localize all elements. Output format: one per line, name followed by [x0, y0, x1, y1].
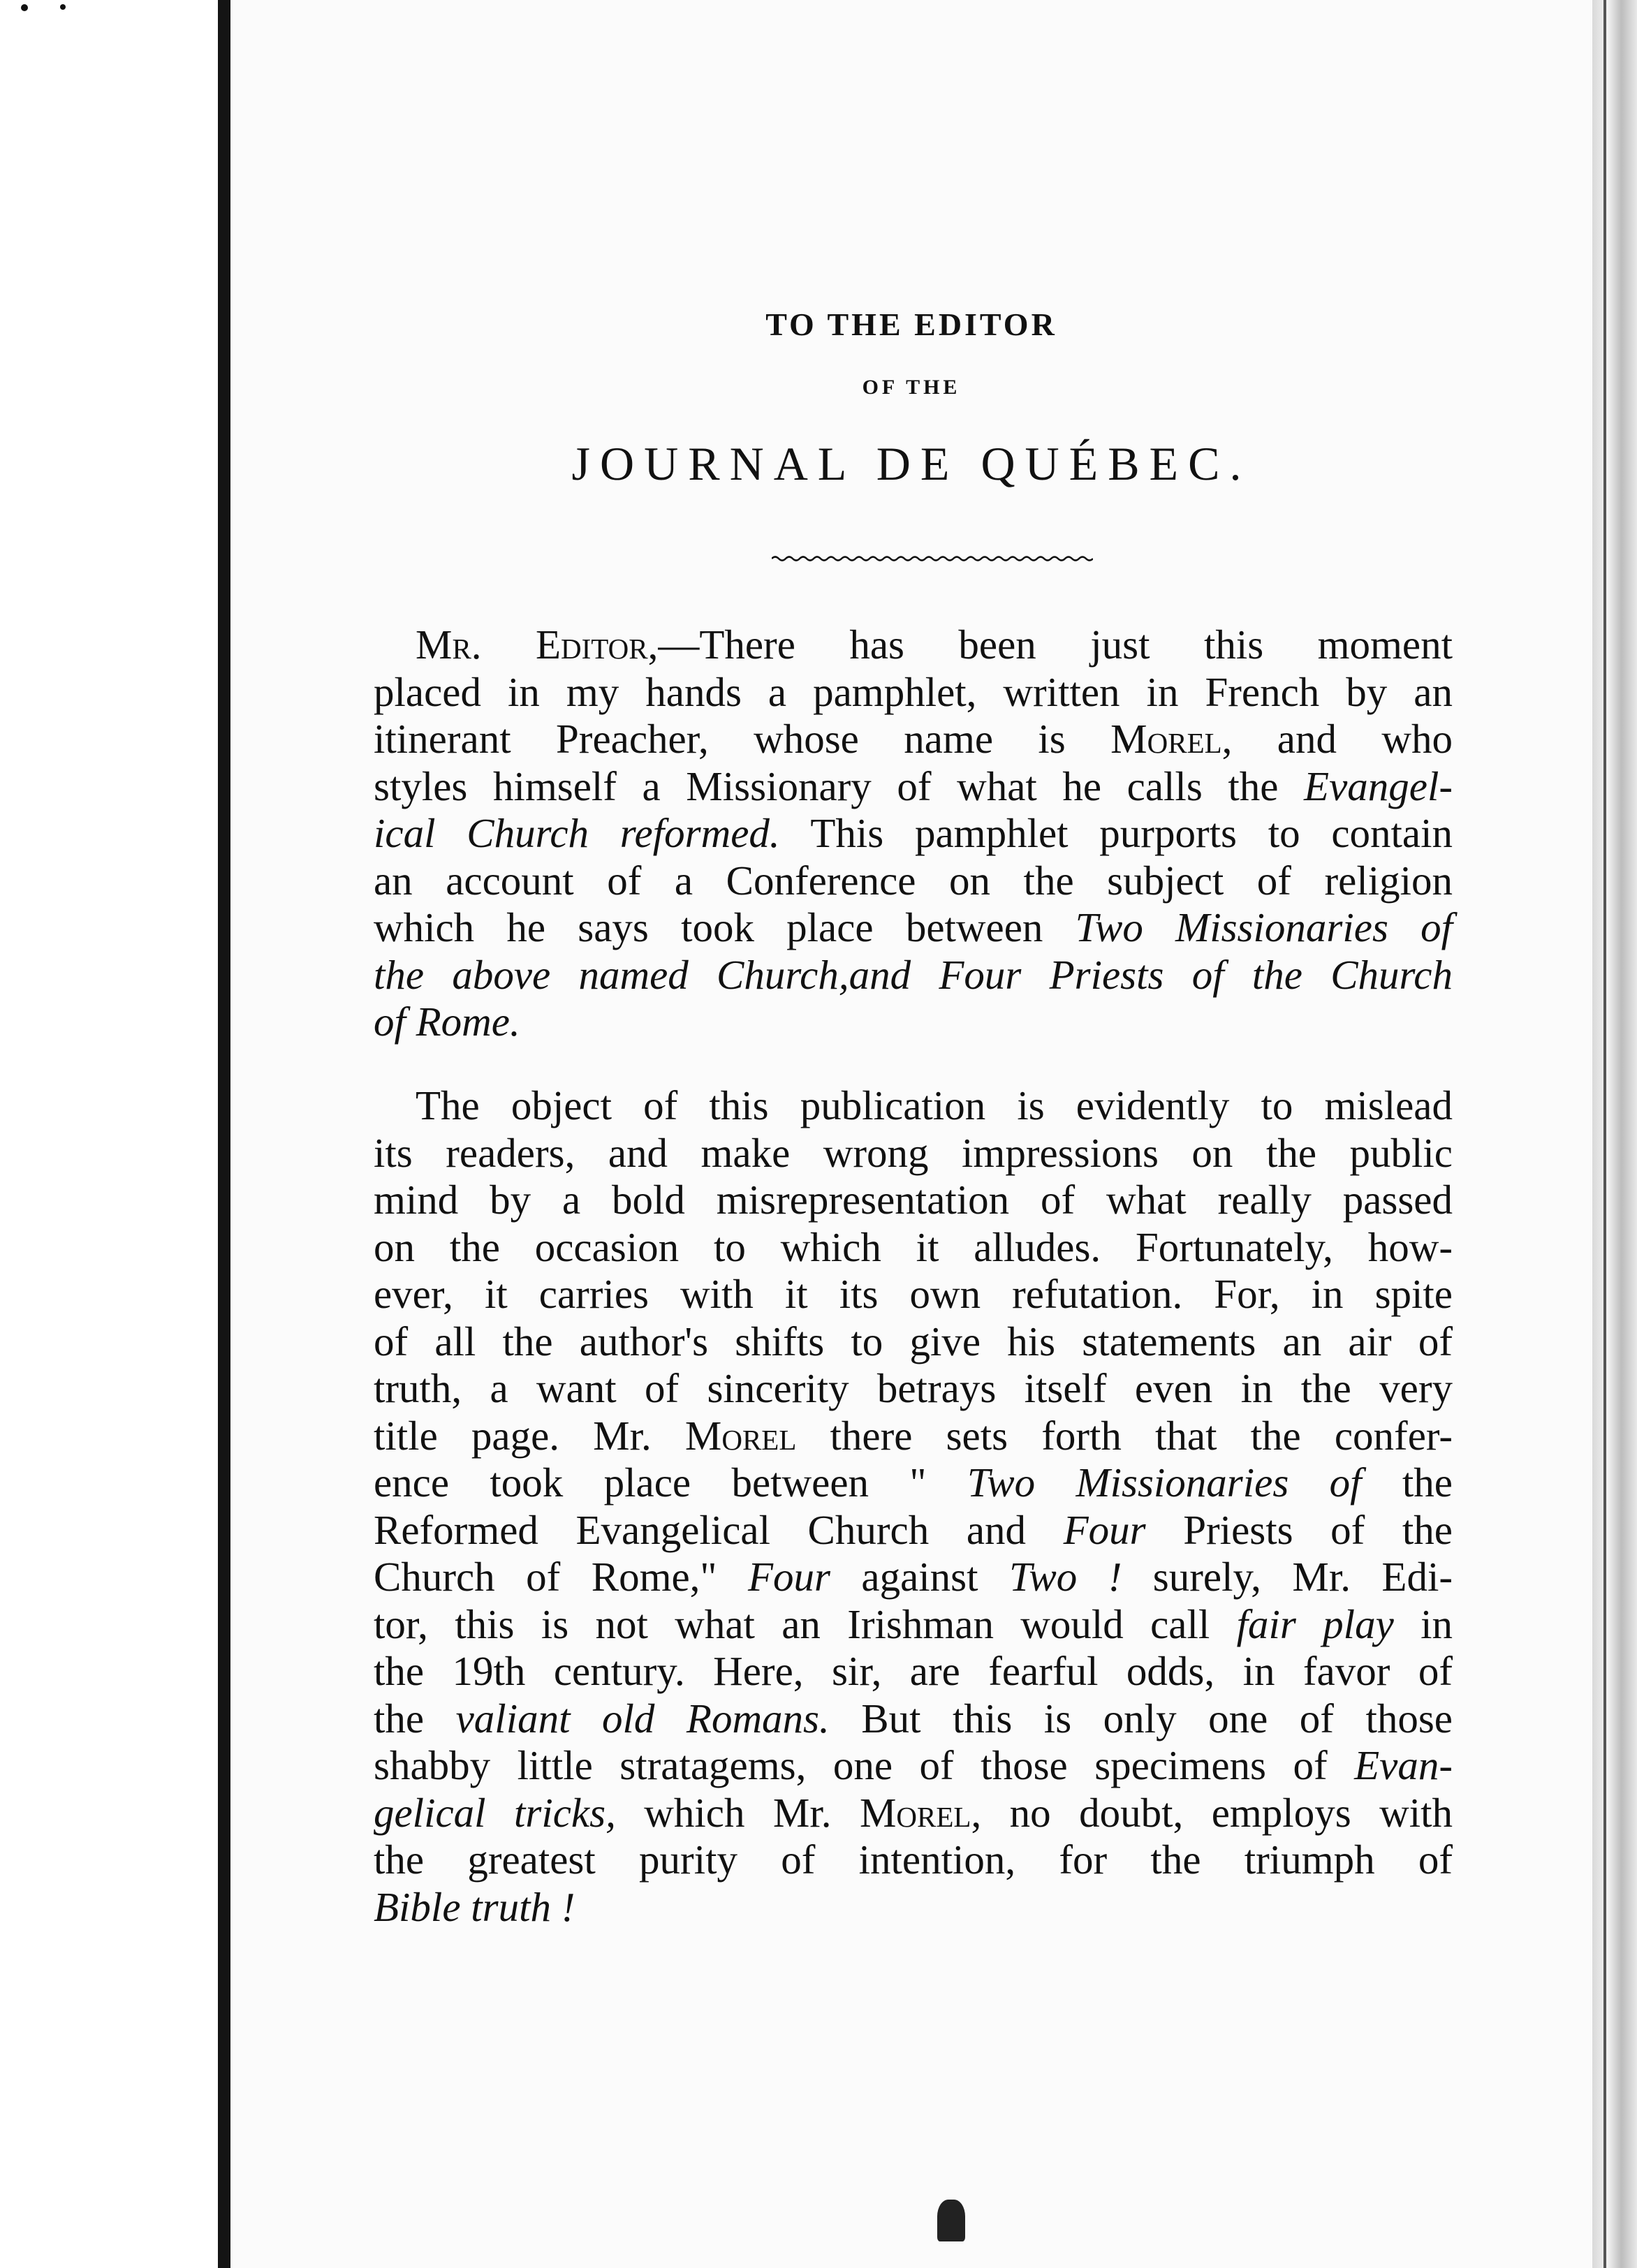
- text-line: truth, a want of sincerity betrays itself even in the very: [374, 1365, 1453, 1411]
- text-line: on the occasion to which it alludes. Fortunately, how-: [374, 1223, 1453, 1270]
- header-journal-title: JOURNAL DE QUÉBEC.: [571, 437, 1251, 490]
- text-line: Church of Rome," Four against Two ! surely, Mr. Edi-: [374, 1554, 1453, 1600]
- text-line: gelical tricks, which Mr. Morel, no doubt, employs with: [374, 1789, 1453, 1836]
- text-line: mind by a bold misrepresentation of what really passed: [374, 1177, 1453, 1223]
- edge-mark: [60, 4, 66, 10]
- paragraph-1: [374, 621, 1453, 1046]
- text-line: ical Church reformed. This pamphlet purports to contain: [374, 810, 1453, 856]
- text-line: title page. Mr. Morel there sets forth that the confer-: [374, 1412, 1453, 1459]
- text-line: the valiant old Romans. But this is only one of those: [374, 1695, 1453, 1742]
- text-line: styles himself a Missionary of what he calls the Evangel-: [374, 763, 1453, 809]
- text-line: Mr. Editor,—There has been just this moment: [416, 621, 1453, 668]
- text-line: The object of this publication is evidently to mislead: [416, 1082, 1453, 1128]
- text-line: the greatest purity of intention, for the triumph of: [374, 1836, 1453, 1883]
- text-line: which he says took place between Two Missionaries of: [374, 904, 1453, 950]
- text-line: an account of a Conference on the subject of religion: [374, 857, 1453, 904]
- binding-mark: [937, 2200, 965, 2241]
- decorative-rule: [772, 555, 1093, 562]
- text-line: ever, it carries with it its own refutation. For, in spite: [374, 1271, 1453, 1317]
- text-line: the 19th century. Here, sir, are fearful odds, in favor of: [374, 1648, 1453, 1694]
- text-line: Bible truth !: [374, 1883, 575, 1930]
- text-line: ence took place between " Two Missionaries of the: [374, 1459, 1453, 1505]
- binding-gutter: [218, 0, 230, 2268]
- text-line: its readers, and make wrong impressions on the public: [374, 1129, 1453, 1176]
- page-edge-shadow: [1592, 0, 1637, 2268]
- text-line: shabby little stratagems, one of those specimens of Evan-: [374, 1742, 1453, 1788]
- text-line: placed in my hands a pamphlet, written in French by an: [374, 668, 1453, 715]
- paragraph-2: [374, 1082, 1453, 1931]
- text-line: tor, this is not what an Irishman would call fair play in: [374, 1600, 1453, 1647]
- header-of-the: OF THE: [862, 376, 961, 399]
- page-edge-line: [1603, 0, 1606, 2268]
- header-to-the-editor: TO THE EDITOR: [765, 307, 1057, 342]
- text-line: of all the author's shifts to give his statements an air of: [374, 1318, 1453, 1364]
- text-line: the above named Church,and Four Priests of the Church: [374, 951, 1453, 998]
- edge-mark: [21, 4, 28, 11]
- text-line: Reformed Evangelical Church and Four Priests of the: [374, 1506, 1453, 1553]
- left-margin: [0, 0, 218, 2268]
- text-line: of Rome.: [374, 999, 520, 1045]
- text-line: itinerant Preacher, whose name is Morel, and who: [374, 716, 1453, 762]
